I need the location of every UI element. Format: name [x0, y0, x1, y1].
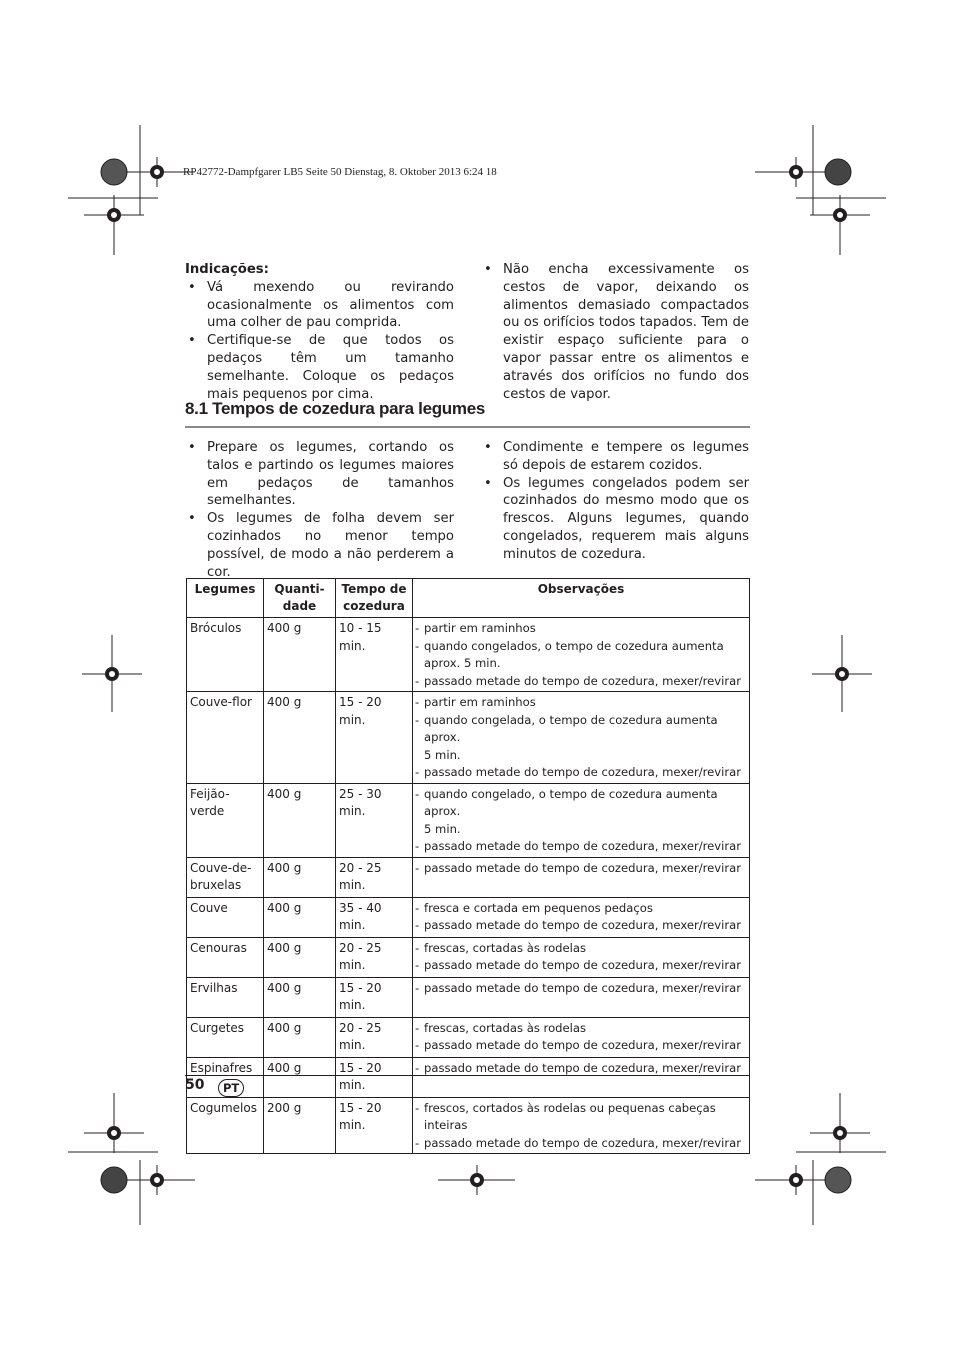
observation-line: - frescas, cortadas às rodelas: [415, 1020, 747, 1038]
printer-slug-line: RP42772-Dampfgarer LB5 Seite 50 Dienstag, 8. Oktober 2013 6:24 18: [183, 166, 497, 178]
quantity-cell: 400 g: [264, 618, 336, 692]
list-item: • Condimente e tempere os legumes só depois de estarem cozidos.: [481, 439, 749, 475]
quantity-cell: 400 g: [264, 1057, 336, 1097]
quantity-cell: 400 g: [264, 897, 336, 937]
observations-cell: [413, 1017, 750, 1057]
vegetable-cell: Couve: [187, 897, 264, 937]
time-cell: 20 - 25 min.: [336, 937, 413, 977]
quantity-cell: 400 g: [264, 937, 336, 977]
observation-line: - passado metade do tempo de cozedura, mexer/revirar: [415, 838, 747, 856]
observation-line: - passado metade do tempo de cozedura, mexer/revirar: [415, 917, 747, 935]
time-cell: 15 - 20 min.: [336, 977, 413, 1017]
notes-title: Indicações:: [185, 262, 269, 277]
language-badge: PT: [218, 1079, 244, 1097]
observations-cell: [413, 857, 750, 897]
observation-line: - passado metade do tempo de cozedura, mexer/revirar: [415, 764, 747, 782]
observation-line: - passado metade do tempo de cozedura, mexer/revirar: [415, 1060, 747, 1078]
vegetable-cell: Couve-flor: [187, 692, 264, 784]
table-row: [187, 1017, 750, 1057]
list-item: • Prepare os legumes, cortando os talos e partindo os legumes maiores em pedaços de tamanhos semelhantes.: [185, 439, 454, 510]
time-cell: 25 - 30 min.: [336, 783, 413, 857]
time-cell: 15 - 20 min.: [336, 1097, 413, 1154]
list-item: • Os legumes congelados podem ser cozinhados do mesmo modo que os frescos. Alguns legumes, quando congelados, requerem mais alguns minutos de cozedura.: [481, 475, 749, 564]
cooking-times-table: [186, 578, 750, 1154]
observation-line: - quando congelada, o tempo de cozedura aumenta aprox.: [415, 712, 747, 747]
page-number: 50: [185, 1077, 205, 1093]
observation-line: - quando congelados, o tempo de cozedura aumenta: [415, 638, 747, 656]
list-item: • Não encha excessivamente os cestos de vapor, deixando os alimentos demasiado compactados ou os orifícios todos tapados. Tem de existir espaço suficiente para o vapor passar entre os alimentos e através dos orifícios no fundo dos cestos de vapor.: [481, 261, 749, 403]
vegetable-cell: Couve-de- bruxelas: [187, 857, 264, 897]
table-row: [187, 1057, 750, 1097]
column-header-observacoes: Observações: [413, 579, 750, 618]
notes-left-list: [185, 279, 454, 404]
observation-line: aprox. 5 min.: [424, 656, 501, 670]
table-header-row: [187, 579, 750, 618]
vegetable-cell: Curgetes: [187, 1017, 264, 1057]
observation-line: - passado metade do tempo de cozedura, mexer/revirar: [415, 860, 747, 878]
observation-line: - passado metade do tempo de cozedura, mexer/revirar: [415, 1135, 747, 1153]
section-left-column: [185, 439, 454, 581]
table-row: [187, 937, 750, 977]
quantity-cell: 400 g: [264, 692, 336, 784]
time-cell: 15 - 20 min.: [336, 1057, 413, 1097]
quantity-cell: 400 g: [264, 857, 336, 897]
notes-right-list: [481, 261, 749, 403]
section-left-list: [185, 439, 454, 581]
table-row: [187, 783, 750, 857]
vegetable-cell: Feijão-verde: [187, 783, 264, 857]
observation-line: - passado metade do tempo de cozedura, mexer/revirar: [415, 980, 747, 998]
table-row: [187, 1097, 750, 1154]
column-header-quantidade: Quanti- dade: [264, 579, 336, 618]
time-cell: 20 - 25 min.: [336, 857, 413, 897]
table-row: [187, 618, 750, 692]
vegetable-cell: Cogumelos: [187, 1097, 264, 1154]
table-row: [187, 897, 750, 937]
observations-cell: [413, 977, 750, 1017]
vegetable-cell: Bróculos: [187, 618, 264, 692]
table-row: [187, 977, 750, 1017]
observations-cell: [413, 783, 750, 857]
time-cell: 15 - 20 min.: [336, 692, 413, 784]
quantity-cell: 400 g: [264, 1017, 336, 1057]
list-item: • Vá mexendo ou revirando ocasionalmente os alimentos com uma colher de pau comprida.: [185, 279, 454, 332]
column-header-tempo: Tempo de cozedura: [336, 579, 413, 618]
list-item: • Os legumes de folha devem ser cozinhados no menor tempo possível, de modo a não perderem a cor.: [185, 510, 454, 581]
footer-rule: [185, 1075, 750, 1076]
vegetable-cell: Ervilhas: [187, 977, 264, 1017]
vegetable-cell: Cenouras: [187, 937, 264, 977]
observations-cell: [413, 897, 750, 937]
observations-cell: [413, 1097, 750, 1154]
table-body: [187, 618, 750, 1154]
observations-cell: [413, 692, 750, 784]
notes-right-column: [481, 261, 749, 403]
vegetable-cell: Espinafres: [187, 1057, 264, 1097]
table-row: [187, 692, 750, 784]
time-cell: 35 - 40 min.: [336, 897, 413, 937]
quantity-cell: 400 g: [264, 977, 336, 1017]
observation-line: - passado metade do tempo de cozedura, mexer/revirar: [415, 1037, 747, 1055]
observation-line: - frescas, cortadas às rodelas: [415, 940, 747, 958]
observation-line: - quando congelado, o tempo de cozedura aumenta aprox.: [415, 786, 747, 821]
observations-cell: [413, 1057, 750, 1097]
observation-line: - passado metade do tempo de cozedura, mexer/revirar: [415, 957, 747, 975]
observation-line: - partir em raminhos: [415, 694, 747, 712]
observation-line: - passado metade do tempo de cozedura, mexer/revirar: [415, 673, 747, 691]
list-item: • Certifique-se de que todos os pedaços têm um tamanho semelhante. Coloque os pedaços mais pequenos por cima.: [185, 332, 454, 403]
observation-line: - frescos, cortados às rodelas ou pequenas cabeças inteiras: [415, 1100, 747, 1135]
column-header-legumes: Legumes: [187, 579, 264, 618]
observation-line: - fresca e cortada em pequenos pedaços: [415, 900, 747, 918]
table-row: [187, 857, 750, 897]
observations-cell: [413, 937, 750, 977]
heading-rule: [185, 426, 750, 428]
observation-line: 5 min.: [424, 821, 461, 836]
section-right-column: [481, 439, 749, 564]
section-right-list: [481, 439, 749, 564]
observation-line: 5 min.: [424, 747, 461, 762]
section-heading: 8.1 Tempos de cozedura para legumes: [185, 399, 486, 418]
quantity-cell: 200 g: [264, 1097, 336, 1154]
time-cell: 10 - 15 min.: [336, 618, 413, 692]
observations-cell: [413, 618, 750, 692]
observation-line: - partir em raminhos: [415, 620, 747, 638]
quantity-cell: 400 g: [264, 783, 336, 857]
notes-left-column: [185, 261, 454, 403]
time-cell: 20 - 25 min.: [336, 1017, 413, 1057]
